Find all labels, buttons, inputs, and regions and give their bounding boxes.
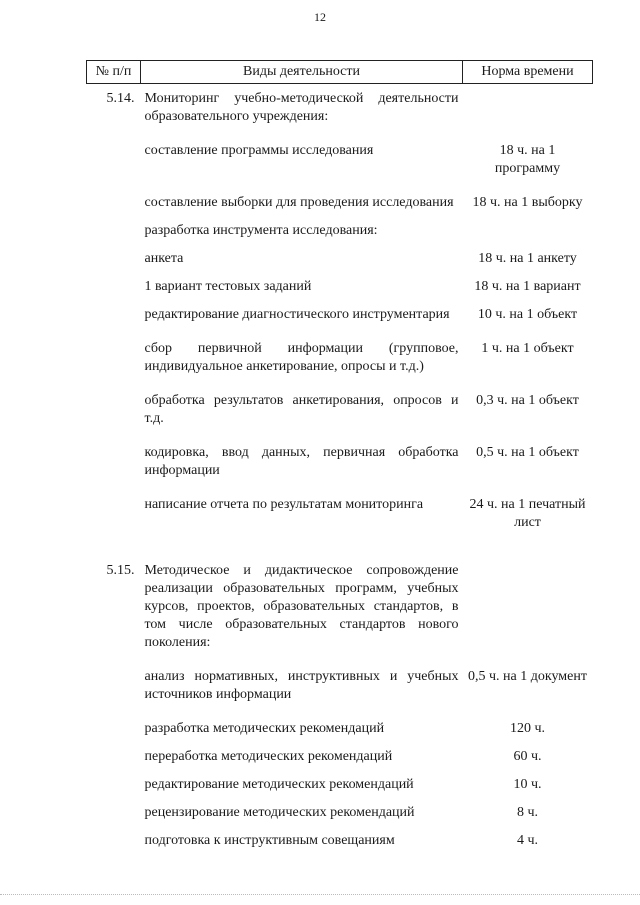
row-norm: 1 ч. на 1 объект [481, 341, 574, 356]
table-row [87, 376, 593, 428]
row-norm: 0,5 ч. на 1 объект [476, 445, 579, 460]
page-number: 12 [314, 10, 326, 24]
row-num [87, 240, 141, 268]
row-num [87, 766, 141, 794]
row-num [87, 652, 141, 704]
table-row [87, 822, 593, 850]
row-num [87, 212, 141, 240]
table-row [87, 532, 593, 652]
row-activity: анкета [144, 251, 184, 266]
row-num: 5.15. [106, 563, 135, 578]
table-row [87, 324, 593, 376]
header-norm: Норма времени [463, 61, 593, 84]
table-row [87, 126, 593, 178]
row-activity: рецензирование методических рекомендаций [144, 805, 415, 820]
row-activity: Методическое и дидактическое сопровождение реализации образовательных программ, учебных курсов, проектов, образовательных стандартов, в том числе образовательных стандартов нового поколения: [144, 563, 459, 650]
row-activity: кодировка, ввод данных, первичная обработка информации [144, 445, 459, 478]
table-row [87, 84, 593, 127]
row-num [87, 376, 141, 428]
table-row [87, 480, 593, 532]
row-norm: 0,5 ч. на 1 документ [468, 669, 587, 684]
row-norm: 0,3 ч. на 1 объект [476, 393, 579, 408]
row-activity: составление программы исследования [144, 143, 374, 158]
table-row [87, 212, 593, 240]
row-num [87, 704, 141, 738]
row-num [87, 178, 141, 212]
scan-edge-line [0, 894, 640, 895]
row-norm [463, 532, 593, 652]
row-activity: разработка инструмента исследования: [144, 223, 378, 238]
row-activity: разработка методических рекомендаций [144, 721, 385, 736]
row-norm [463, 212, 593, 240]
row-norm [463, 84, 593, 127]
table-row [87, 766, 593, 794]
table-row [87, 652, 593, 704]
row-num [87, 822, 141, 850]
header-num: № п/п [87, 61, 141, 84]
table-row [87, 704, 593, 738]
row-activity: редактирование диагностического инструментария [144, 307, 450, 322]
table-row [87, 296, 593, 324]
row-norm: 18 ч. на 1 анкету [478, 251, 577, 266]
row-norm: 18 ч. на 1 выборку [472, 195, 583, 210]
row-num [87, 126, 141, 178]
row-num [87, 480, 141, 532]
row-norm: 4 ч. [516, 833, 539, 848]
row-activity: обработка результатов анкетирования, опросов и т.д. [144, 393, 459, 426]
row-norm: 120 ч. [509, 721, 546, 736]
row-num [87, 296, 141, 324]
row-activity: Мониторинг учебно-методической деятельности образовательного учреждения: [144, 91, 459, 124]
row-activity: написание отчета по результатам мониторинга [144, 497, 424, 512]
row-norm: 10 ч. [513, 777, 542, 792]
norms-table [86, 60, 593, 850]
table-header-row [87, 61, 593, 84]
row-num [87, 738, 141, 766]
table-row [87, 428, 593, 480]
header-activity: Виды деятельности [141, 61, 463, 84]
table-row [87, 794, 593, 822]
row-activity: подготовка к инструктивным совещаниям [144, 833, 395, 848]
row-num [87, 794, 141, 822]
row-norm: 18 ч. на 1 программу [494, 143, 561, 176]
row-activity: анализ нормативных, инструктивных и учебных источников информации [144, 669, 459, 702]
row-norm: 24 ч. на 1 печатный лист [469, 497, 586, 530]
row-activity: редактирование методических рекомендаций [144, 777, 414, 792]
table-row [87, 738, 593, 766]
row-num [87, 268, 141, 296]
row-norm: 60 ч. [513, 749, 542, 764]
row-norm: 8 ч. [516, 805, 539, 820]
table-row [87, 240, 593, 268]
table-row [87, 178, 593, 212]
row-num [87, 324, 141, 376]
table-row [87, 268, 593, 296]
row-norm: 10 ч. на 1 объект [477, 307, 578, 322]
row-norm: 18 ч. на 1 вариант [474, 279, 581, 294]
row-activity: 1 вариант тестовых заданий [144, 279, 312, 294]
row-activity: составление выборки для проведения исследования [144, 195, 454, 210]
row-activity: переработка методических рекомендаций [144, 749, 393, 764]
row-num: 5.14. [106, 91, 135, 106]
row-activity: сбор первичной информации (групповое, индивидуальное анкетирование, опросы и т.д.) [144, 341, 459, 374]
row-num [87, 428, 141, 480]
